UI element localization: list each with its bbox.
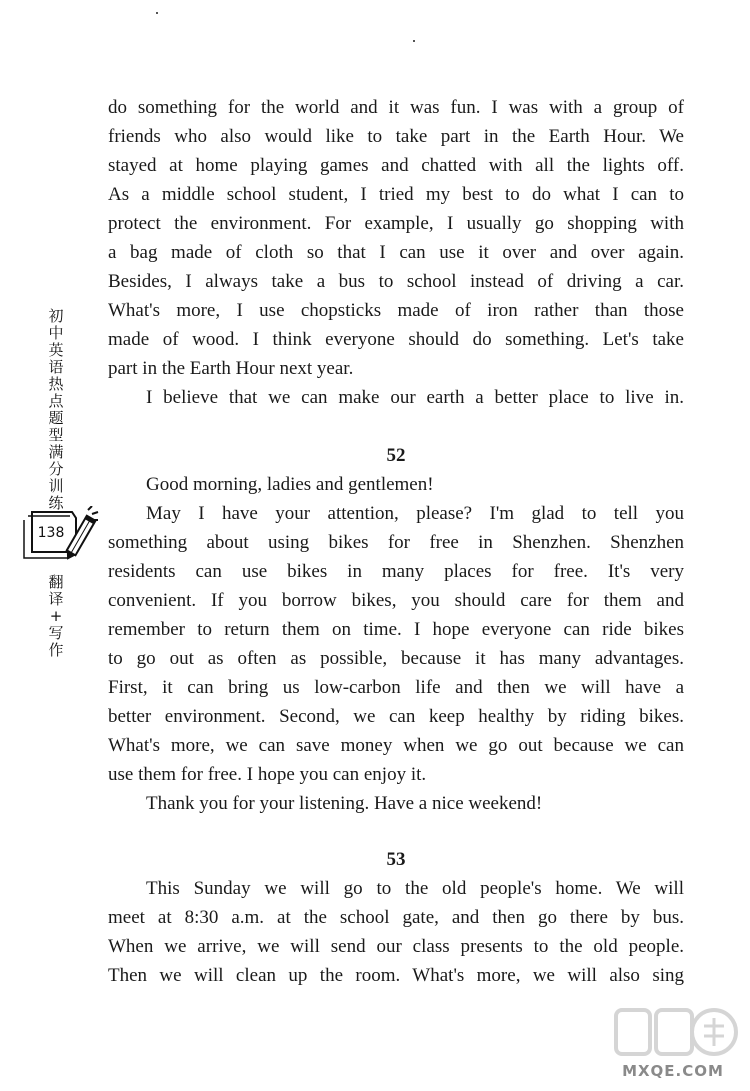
book-subtitle-vertical	[44, 574, 68, 659]
passage-51-end	[108, 93, 684, 412]
text-line: made of wood. I think everyone should do something. Let's take	[108, 329, 684, 350]
title-char: 热	[48, 375, 64, 393]
text-line: Besides, I always take a bus to school instead of driving a car.	[108, 271, 684, 292]
title-char: 型	[48, 426, 64, 444]
top-speck	[156, 12, 158, 14]
text-line: As a middle school student, I tried my best to do what I can to	[108, 184, 684, 205]
text-line: do something for the world and it was fun. I was with a group of	[108, 97, 684, 118]
text-line: What's more, we can save money when we go out because we can	[108, 735, 684, 756]
text-line: to go out as often as possible, because it has many advantages.	[108, 648, 684, 669]
text-line: When we arrive, we will send our class presents to the old people.	[108, 936, 684, 957]
text-line: First, it can bring us low-carbon life and then we will have a	[108, 677, 684, 698]
section-number-52: 52	[386, 445, 406, 466]
section-53-body	[108, 874, 684, 990]
text-line: friends who also would like to take part in the Earth Hour. We	[108, 126, 684, 147]
text-line: residents can use bikes in many places for free. It's very	[108, 561, 684, 582]
text-line: use them for free. I hope you can enjoy it.	[108, 764, 427, 785]
book-title-vertical	[44, 308, 68, 512]
text-line: a bag made of cloth so that I can use it over and over again.	[108, 242, 684, 263]
subtitle-char: 写	[48, 624, 64, 642]
text-line: part in the Earth Hour next year.	[108, 358, 354, 379]
section-number-53: 53	[386, 849, 406, 870]
text-line: This Sunday we will go to the old people's home. We will	[146, 878, 684, 899]
text-line: meet at 8:30 a.m. at the school gate, and then go there by bus.	[108, 907, 684, 928]
text-line: better environment. Second, we can keep healthy by riding bikes.	[108, 706, 684, 727]
title-char: 题	[48, 409, 64, 427]
text-line: What's more, I use chopsticks made of iron rather than those	[108, 300, 684, 321]
title-char: 英	[48, 341, 64, 359]
closing-line: I believe that we can make our earth a better place to live in.	[146, 387, 684, 408]
title-char: 练	[48, 494, 64, 512]
subtitle-char: 翻	[48, 573, 64, 591]
text-line: remember to return them on time. I hope everyone can ride bikes	[108, 619, 684, 640]
text-line: protect the environment. For example, I usually go shopping with	[108, 213, 684, 234]
text-line: convenient. If you borrow bikes, you should care for them and	[108, 590, 684, 611]
closing-line: Thank you for your listening. Have a nice weekend!	[146, 793, 543, 814]
title-char: 分	[48, 460, 64, 478]
title-char: 初	[48, 307, 64, 325]
title-char: 点	[48, 392, 64, 410]
subtitle-char: +	[49, 607, 63, 625]
watermark-text: MXQE.COM	[622, 1062, 724, 1080]
text-line: stayed at home playing games and chatted with all the lights off.	[108, 155, 684, 176]
section-52-body	[108, 470, 684, 818]
text-line: Then we will clean up the room. What's more, we will also sing	[108, 965, 684, 986]
subtitle-char: 作	[48, 641, 64, 659]
title-char: 满	[48, 443, 64, 461]
top-speck	[413, 40, 415, 42]
title-char: 中	[48, 324, 64, 342]
title-char: 语	[48, 358, 64, 376]
text-line: May I have your attention, please? I'm glad to tell you	[146, 503, 684, 524]
greeting-line: Good morning, ladies and gentlemen!	[146, 474, 434, 495]
subtitle-char: 译	[48, 590, 64, 608]
text-line: something about using bikes for free in Shenzhen. Shenzhen	[108, 532, 684, 553]
page-number: 138	[37, 525, 65, 541]
title-char: 训	[48, 477, 64, 495]
